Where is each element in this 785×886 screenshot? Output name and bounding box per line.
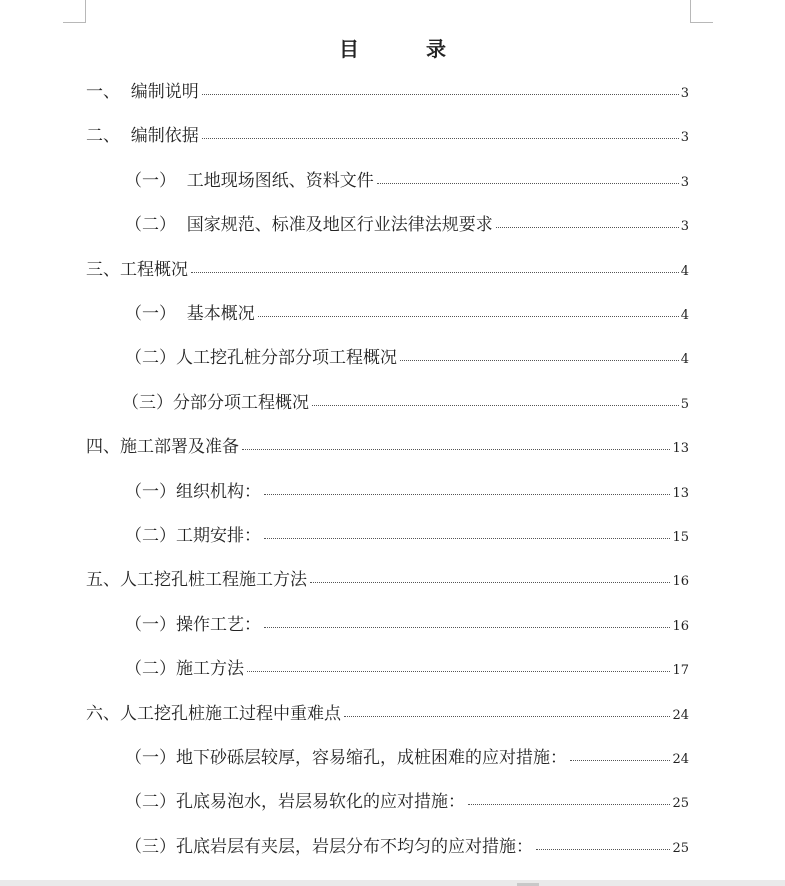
toc-entry[interactable] (125, 659, 689, 681)
dot-leader (310, 582, 670, 583)
toc-entry-label: （一）组织机构： (125, 481, 261, 502)
toc-entry[interactable] (125, 615, 689, 637)
toc-entry-label: （二）施工方法 (125, 659, 244, 680)
toc-entry[interactable] (125, 526, 689, 548)
toc-page-number: 5 (680, 396, 689, 412)
toc-entry-label: （二）人工挖孔桩分部分项工程概况 (125, 348, 397, 369)
toc-entry-label: （三）孔底岩层有夹层，岩层分布不均匀的应对措施： (125, 836, 533, 857)
toc-page-number: 24 (672, 707, 689, 723)
toc-entry[interactable] (86, 704, 689, 726)
toc-page-number: 3 (680, 86, 689, 101)
toc-page-number: 13 (672, 441, 689, 457)
dot-leader (202, 94, 679, 95)
toc-entry[interactable] (86, 437, 689, 459)
toc-entry-label: （一）操作工艺： (125, 614, 261, 635)
toc-page-number: 3 (680, 219, 689, 235)
toc-entry[interactable] (125, 748, 689, 770)
toc-entry-label: （一）地下砂砾层较厚，容易缩孔，成桩困难的应对措施： (125, 748, 567, 768)
toc-page-number: 25 (672, 796, 689, 812)
toc-page-number: 15 (672, 530, 689, 545)
toc-entry[interactable] (86, 126, 689, 148)
toc-page-number: 4 (680, 352, 689, 368)
toc-page-number: 16 (672, 618, 689, 634)
toc-title: 目 录 (339, 37, 476, 61)
toc-entry-label: （三）分部分项工程概况 (122, 392, 309, 413)
toc-page-number: 16 (672, 574, 689, 590)
toc-entry[interactable] (86, 260, 689, 282)
dot-leader (468, 804, 670, 805)
dot-leader (264, 538, 670, 539)
dot-leader (264, 627, 670, 628)
dot-leader (202, 138, 679, 139)
toc-entry-label: （一） 工地现场图纸、资料文件 (125, 170, 374, 191)
toc-entry[interactable] (125, 171, 689, 193)
dot-leader (191, 272, 679, 273)
toc-page-number: 17 (672, 663, 689, 679)
toc-entry-label: （二）工期安排： (125, 526, 261, 546)
toc-entry-label: （一） 基本概况 (125, 304, 255, 324)
dot-leader (242, 449, 670, 450)
dot-leader (536, 849, 670, 850)
dot-leader (344, 716, 670, 717)
toc-entry-label: 四、施工部署及准备 (86, 437, 239, 458)
toc-entry[interactable] (125, 792, 689, 814)
toc-entry-label: 三、工程概况 (86, 259, 188, 280)
toc-entry[interactable] (125, 304, 689, 326)
toc-page-number: 25 (672, 840, 689, 856)
toc-entry[interactable] (122, 393, 689, 415)
toc-entry-label: （二）孔底易泡水，岩层易软化的应对措施： (125, 792, 465, 813)
dot-leader (247, 671, 670, 672)
toc-page-number: 4 (680, 263, 689, 279)
toc-page-number: 3 (680, 130, 689, 146)
toc-entry[interactable] (125, 482, 689, 504)
dot-leader (400, 360, 679, 361)
toc-entry[interactable] (125, 348, 689, 370)
dot-leader (570, 760, 670, 761)
toc-entry[interactable] (125, 837, 689, 859)
dot-leader (377, 183, 679, 184)
toc-page-number: 3 (680, 174, 689, 190)
toc-entry[interactable] (86, 82, 689, 104)
dot-leader (496, 227, 679, 228)
dot-leader (258, 316, 679, 317)
bottom-scroll-track[interactable] (0, 880, 785, 886)
toc-page-number: 4 (680, 308, 689, 323)
dot-leader (312, 405, 679, 406)
toc-entry[interactable] (125, 215, 689, 237)
toc-entry-label: 二、 编制依据 (86, 126, 199, 147)
toc-page-number: 24 (672, 752, 689, 767)
dot-leader (264, 494, 670, 495)
toc-page-number: 13 (672, 485, 689, 501)
toc-entry-label: （二） 国家规范、标准及地区行业法律法规要求 (125, 215, 493, 236)
toc-entry-label: 六、人工挖孔桩施工过程中重难点 (86, 703, 341, 724)
toc-entry[interactable] (86, 570, 689, 592)
toc-entry-label: 一、 编制说明 (86, 82, 199, 102)
toc-entry-label: 五、人工挖孔桩工程施工方法 (86, 570, 307, 591)
